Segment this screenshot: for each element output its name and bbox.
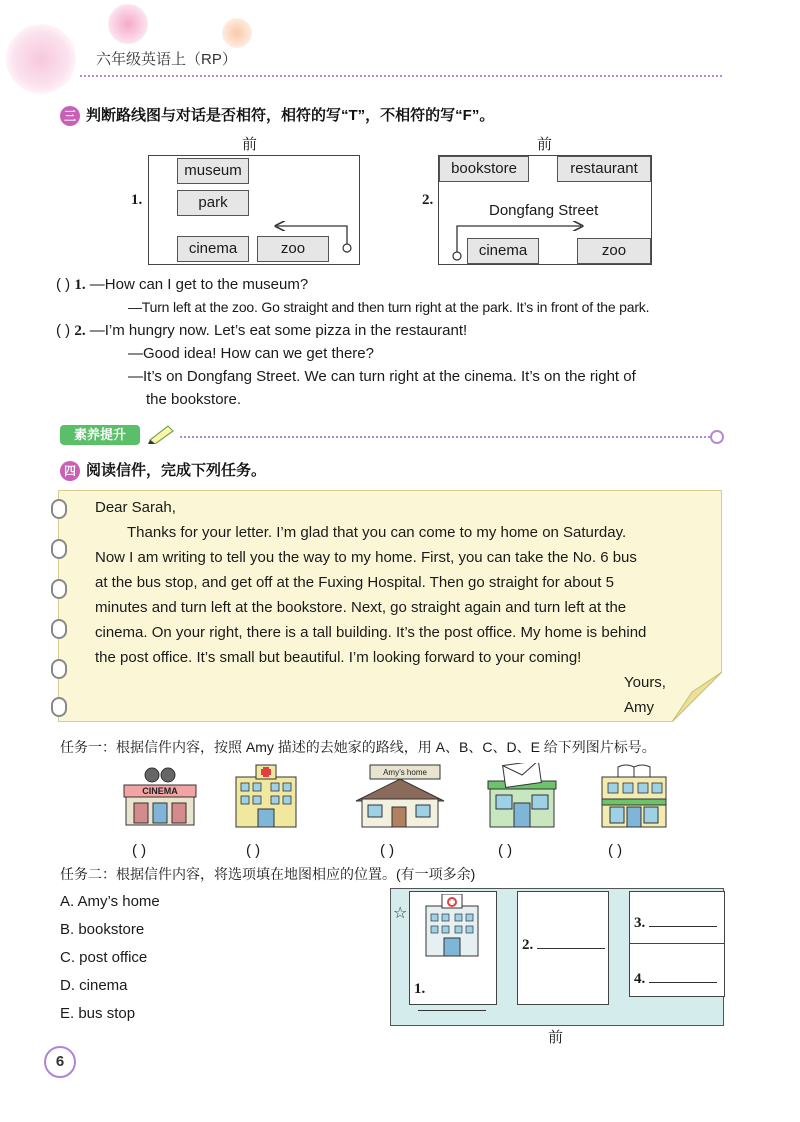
banner-end-circle [710,430,724,444]
map-slot-4 [629,943,725,997]
letter-signature: Amy [624,699,654,716]
promotion-banner: 素养提升 [60,425,140,445]
letter-line-3: at the bus stop, and get off at the Fuxing Hospital. Then go straight for about 5 [95,574,614,591]
binder-ring [51,539,67,559]
option-c: C. post office [60,949,148,966]
page-curl-corner [672,672,722,722]
section-4-title: 阅读信件，完成下列任务。 [86,462,267,479]
binder-ring [51,579,67,599]
map2-cinema-box: cinema [467,238,539,264]
option-e: E. bus stop [60,1005,136,1022]
letter-closing: Yours, [624,674,666,691]
map-slot-2-number: 2. [522,937,534,953]
q1-answer-paren[interactable]: ( ) [56,276,71,293]
binder-ring [51,499,67,519]
task-1-prompt: 任务一：根据信件内容，按照 Amy 描述的去她家的路线，用 A、B、C、D、E 给下列图片标号。 [60,739,656,755]
route-map-2 [438,155,652,265]
q2-line-2: —Good idea! How can we get there? [128,345,374,362]
map2-number: 2. [422,192,434,208]
cinema-building-image [122,763,198,829]
section-4-number: 四 [60,461,80,481]
star-icon: ☆ [393,905,408,922]
map2-front-label: 前 [537,136,553,153]
letter-greeting: Dear Sarah, [95,499,176,516]
cinema-sign-text: CINEMA [142,786,178,796]
map2-start-circle [453,252,461,260]
header-flower-decoration-2 [222,18,252,48]
letter-line-5: cinema. On your right, there is a tall building. It’s the post office. My home is behind [95,624,647,641]
map1-museum-box: museum [177,158,249,184]
map1-park-box: park [177,190,249,216]
map-slot-3 [629,891,725,945]
letter-line-2: Now I am writing to tell you the way to my home. First, you can take the No. 6 bus [95,549,637,566]
binder-ring [51,619,67,639]
q1-line-2: —Turn left at the zoo. Go straight and then turn right at the park. It’s in front of the park. [128,299,650,315]
map2-bookstore-box: bookstore [439,156,529,182]
map2-zoo-box: zoo [577,238,651,264]
map-slot-3-blank[interactable] [649,926,717,927]
letter-line-4: minutes and turn left at the bookstore. Next, go straight again and turn left at the [95,599,627,616]
map-slot-1-blank[interactable] [418,1010,486,1011]
question-2 [56,319,467,343]
map1-start-circle [343,244,351,252]
task1-answer-paren-1[interactable]: ( ) [132,842,147,859]
hospital-map-image [422,894,482,958]
section-4-heading [60,459,266,481]
map-slot-2-blank[interactable] [537,948,605,949]
map-slot-1-number: 1. [414,981,426,997]
q2-answer-paren[interactable]: ( ) [56,322,71,339]
question-1 [56,273,308,297]
post-office-building-image [484,763,560,829]
task-2-prompt: 任务二：根据信件内容，将选项填在地图相应的位置。(有一项多余) [60,866,476,882]
header-divider [80,75,722,77]
header-title: 六年级英语上（RP） [96,51,237,68]
section-3-heading [60,104,494,126]
map-slot-2-label [522,936,605,954]
header-flower-decoration [108,4,148,44]
route-map-1 [148,155,360,265]
letter-line-1: Thanks for your letter. I’m glad that you can come to my home on Saturday. [127,524,627,541]
task2-map [390,888,724,1026]
section-3-number: 三 [60,106,80,126]
map-slot-1 [409,891,497,1005]
map2-street-label: Dongfang Street [489,202,599,219]
map-slot-3-number: 3. [634,915,646,931]
amys-home-building-image [352,763,448,829]
banner-divider [180,436,710,438]
option-a: A. Amy’s home [60,893,160,910]
map1-cinema-box: cinema [177,236,249,262]
task1-answer-paren-5[interactable]: ( ) [608,842,623,859]
amys-home-sign-text: Amy’s home [383,768,427,777]
map-slot-4-label [634,970,717,988]
map-slot-4-blank[interactable] [649,982,717,983]
letter-card [58,490,722,722]
map-slot-4-number: 4. [634,971,646,987]
header-blossom-decoration [6,24,76,94]
hospital-building-image [228,763,304,829]
map-slot-2 [517,891,609,1005]
binder-ring [51,697,67,717]
binder-ring [51,659,67,679]
task1-answer-paren-2[interactable]: ( ) [246,842,261,859]
option-d: D. cinema [60,977,128,994]
section-3-title: 判断路线图与对话是否相符，相符的写“T”，不相符的写“F”。 [86,107,495,124]
bookstore-building-image [596,763,672,829]
map-slot-3-label [634,914,717,932]
q1-line-1: —How can I get to the museum? [89,276,309,293]
task2-map-front-label: 前 [548,1029,564,1046]
q2-line-3: —It’s on Dongfang Street. We can turn right at the cinema. It’s on the right of [128,368,636,385]
q2-number: 2. [74,323,86,339]
map2-restaurant-box: restaurant [557,156,651,182]
pencil-icon [146,422,176,444]
q1-number: 1. [74,277,86,293]
q2-line-4: the bookstore. [146,391,242,408]
map1-number: 1. [131,192,143,208]
option-b: B. bookstore [60,921,145,938]
task1-answer-paren-3[interactable]: ( ) [380,842,395,859]
map-slot-1-label [414,980,496,1014]
map1-front-label: 前 [242,136,258,153]
map1-zoo-box: zoo [257,236,329,262]
q2-line-1: —I’m hungry now. Let’s eat some pizza in the restaurant! [89,322,468,339]
letter-line-6: the post office. It’s small but beautiful. I’m looking forward to your coming! [95,649,582,666]
task1-answer-paren-4[interactable]: ( ) [498,842,513,859]
page-number: 6 [44,1046,76,1078]
